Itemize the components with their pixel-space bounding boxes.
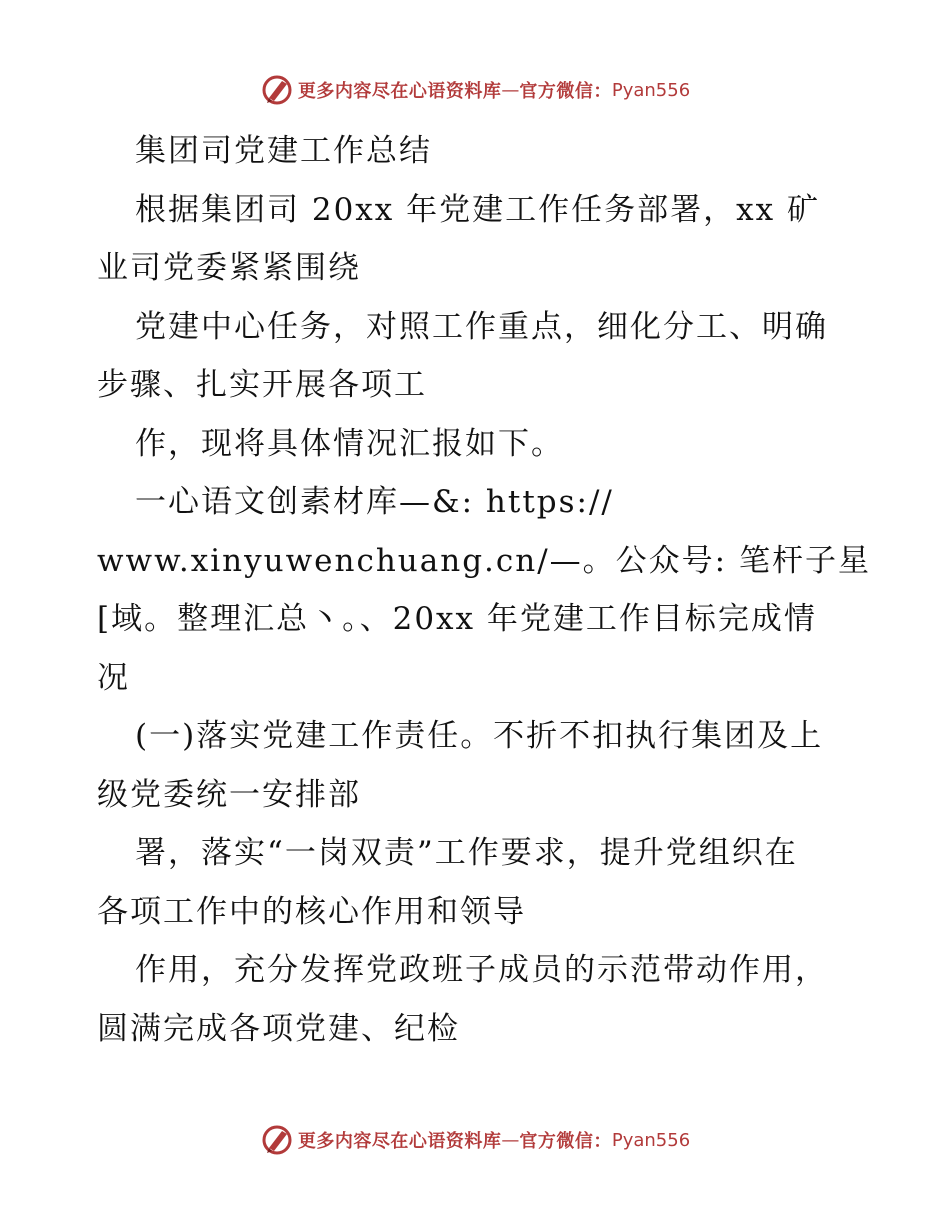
- paragraph-line: [域。整理汇总丶。、20xx 年党建工作目标完成情: [97, 601, 817, 637]
- paragraph-line: 业司党委紧紧围绕: [97, 250, 361, 286]
- paragraph-line: 署，落实“一岗双责”工作要求，提升党组织在: [135, 835, 798, 871]
- paragraph-line: 作用，充分发挥党政班子成员的示范带动作用，: [135, 952, 828, 988]
- document-body: [97, 122, 871, 1058]
- paragraph-line: 党建中心任务，对照工作重点，细化分工、明确: [135, 308, 828, 345]
- paragraph-line: (一)落实党建工作责任。不折不扣执行集团及上: [135, 718, 824, 754]
- footer-wechat-id: Pyan556: [611, 1129, 691, 1151]
- paragraph-line: 圆满完成各项党建、纪检: [97, 1010, 460, 1047]
- pen-logo-icon: [260, 1123, 294, 1157]
- footer-banner: [0, 1120, 950, 1160]
- header-brand: 更多内容尽在心语资料库: [297, 81, 502, 102]
- paragraph-line: 级党委统一安排部: [97, 776, 361, 813]
- paragraph-line: 步骤、扎实开展各项工: [97, 367, 427, 403]
- paragraph-line: 各项工作中的核心作用和领导: [97, 893, 526, 930]
- paragraph-line: 根据集团司 20xx 年党建工作任务部署，xx 矿: [135, 191, 820, 228]
- header-separator: —: [501, 79, 520, 101]
- header-wechat-label: 官方微信：: [519, 81, 612, 102]
- footer-wechat-label: 官方微信：: [519, 1131, 612, 1152]
- paragraph-line: 况: [97, 659, 130, 696]
- paragraph-line: www.xinyuwenchuang.cn/—。公众号: 笔杆子星: [97, 542, 871, 579]
- document-title: 集团司党建工作总结: [135, 133, 432, 169]
- footer-brand: 更多内容尽在心语资料库: [297, 1131, 502, 1152]
- paragraph-line: 作，现将具体情况汇报如下。: [135, 425, 564, 462]
- pen-logo-icon: [260, 73, 294, 107]
- header-wechat-id: Pyan556: [611, 79, 691, 101]
- footer-separator: —: [501, 1129, 520, 1151]
- paragraph-line: 一心语文创素材库—&: https://: [135, 484, 614, 520]
- header-banner: [0, 70, 950, 110]
